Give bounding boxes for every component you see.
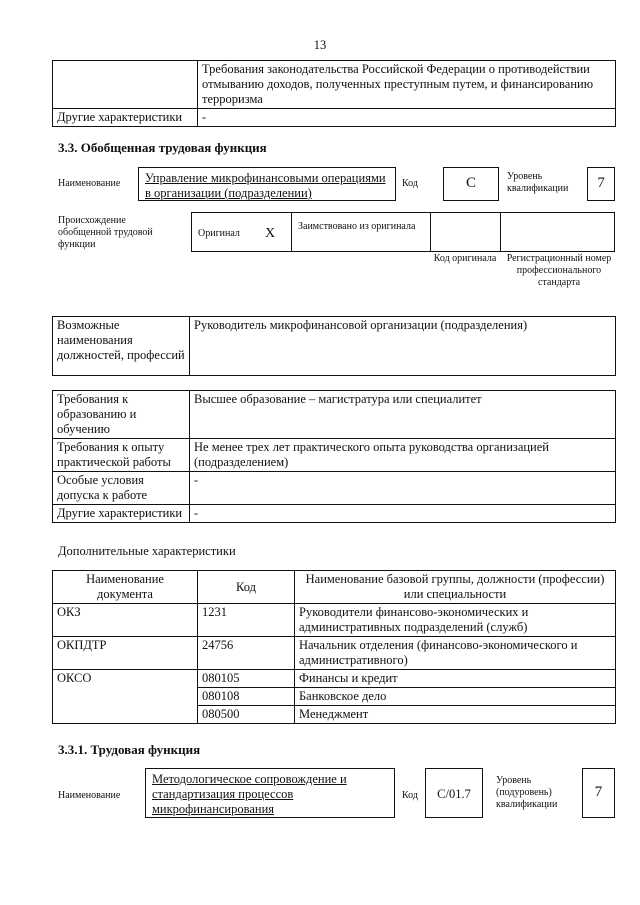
header-code: Код <box>198 571 295 604</box>
top-row-value: - <box>198 109 616 127</box>
table-row <box>53 61 616 109</box>
original-label: Оригинал <box>198 228 240 239</box>
requirements-table <box>52 390 616 523</box>
divider <box>500 212 501 252</box>
level-value: 7 <box>587 167 615 201</box>
code-value: C/01.7 <box>425 768 483 818</box>
code-cell: 1231 <box>198 604 295 637</box>
table-row <box>53 505 616 523</box>
name-value-box <box>145 768 395 818</box>
table-row <box>53 670 616 688</box>
name-value: Управление микрофинансовыми операциями в организации (подразделении) <box>145 171 386 200</box>
name-cell: Банковское дело <box>295 688 616 706</box>
requirement-label: Требования к образованию и обучению <box>53 391 190 439</box>
top-table <box>52 60 616 127</box>
requirement-value: Высшее образование – магистратура или специалитет <box>190 391 616 439</box>
additional-title: Дополнительные характеристики <box>58 544 236 558</box>
requirement-value: - <box>190 472 616 505</box>
positions-table <box>52 316 616 376</box>
doc-cell: ОКСО <box>53 670 198 724</box>
level-label: Уровень квалификации <box>507 171 569 194</box>
table-row <box>53 604 616 637</box>
doc-cell: ОКЗ <box>53 604 198 637</box>
page-number: 13 <box>313 38 327 52</box>
table-row <box>53 317 616 376</box>
code-original-caption: Код оригинала <box>433 253 497 264</box>
table-row <box>53 391 616 439</box>
doc-cell: ОКПДТР <box>53 637 198 670</box>
divider <box>430 212 431 252</box>
top-row-value: Требования законодательства Российской Федерации о противодействии отмыванию доходов, полученных преступным путем, и финансированию терроризма <box>198 61 616 109</box>
table-row <box>53 472 616 505</box>
level-value: 7 <box>582 768 615 818</box>
original-mark: X <box>265 226 276 241</box>
name-cell: Руководители финансово-экономических и административных подразделений (служб) <box>295 604 616 637</box>
section-title: 3.3. Обобщенная трудовая функция <box>58 140 267 155</box>
name-cell: Финансы и кредит <box>295 670 616 688</box>
name-cell: Менеджмент <box>295 706 616 724</box>
name-value: Методологическое сопровождение и стандартизация процессов микрофинансирования <box>152 772 347 816</box>
additional-table <box>52 570 616 724</box>
subsection-title: 3.3.1. Трудовая функция <box>58 742 201 757</box>
name-label: Наименование <box>58 178 121 189</box>
table-row <box>53 109 616 127</box>
positions-value: Руководитель микрофинансовой организации (подразделения) <box>190 317 616 376</box>
table-row <box>53 439 616 472</box>
requirement-label: Требования к опыту практической работы <box>53 439 190 472</box>
code-cell: 24756 <box>198 637 295 670</box>
top-row-label <box>53 61 198 109</box>
header-name: Наименование базовой группы, должности (профессии) или специальности <box>295 571 616 604</box>
reg-number-caption: Регистрационный номер профессионального стандарта <box>506 253 612 288</box>
name-label: Наименование <box>58 790 121 801</box>
code-label: Код <box>402 178 418 189</box>
header-document: Наименование документа <box>53 571 198 604</box>
name-value-box <box>138 167 396 201</box>
divider <box>291 212 292 252</box>
requirement-value: Не менее трех лет практического опыта руководства организацией (подразделением) <box>190 439 616 472</box>
positions-label: Возможные наименования должностей, профессий <box>53 317 190 376</box>
borrowed-label: Заимствовано из оригинала <box>298 221 416 232</box>
level-label: Уровень (подуровень) квалификации <box>496 775 558 810</box>
table-row <box>53 637 616 670</box>
table-header-row <box>53 571 616 604</box>
code-cell: 080500 <box>198 706 295 724</box>
code-value: C <box>443 167 499 201</box>
requirement-label: Особые условия допуска к работе <box>53 472 190 505</box>
origin-label: Происхождение обобщенной трудовой функции <box>58 215 153 250</box>
requirement-value: - <box>190 505 616 523</box>
top-row-label: Другие характеристики <box>53 109 198 127</box>
code-label: Код <box>402 790 418 801</box>
code-cell: 080108 <box>198 688 295 706</box>
requirement-label: Другие характеристики <box>53 505 190 523</box>
code-cell: 080105 <box>198 670 295 688</box>
name-cell: Начальник отделения (финансово-экономического и административного) <box>295 637 616 670</box>
